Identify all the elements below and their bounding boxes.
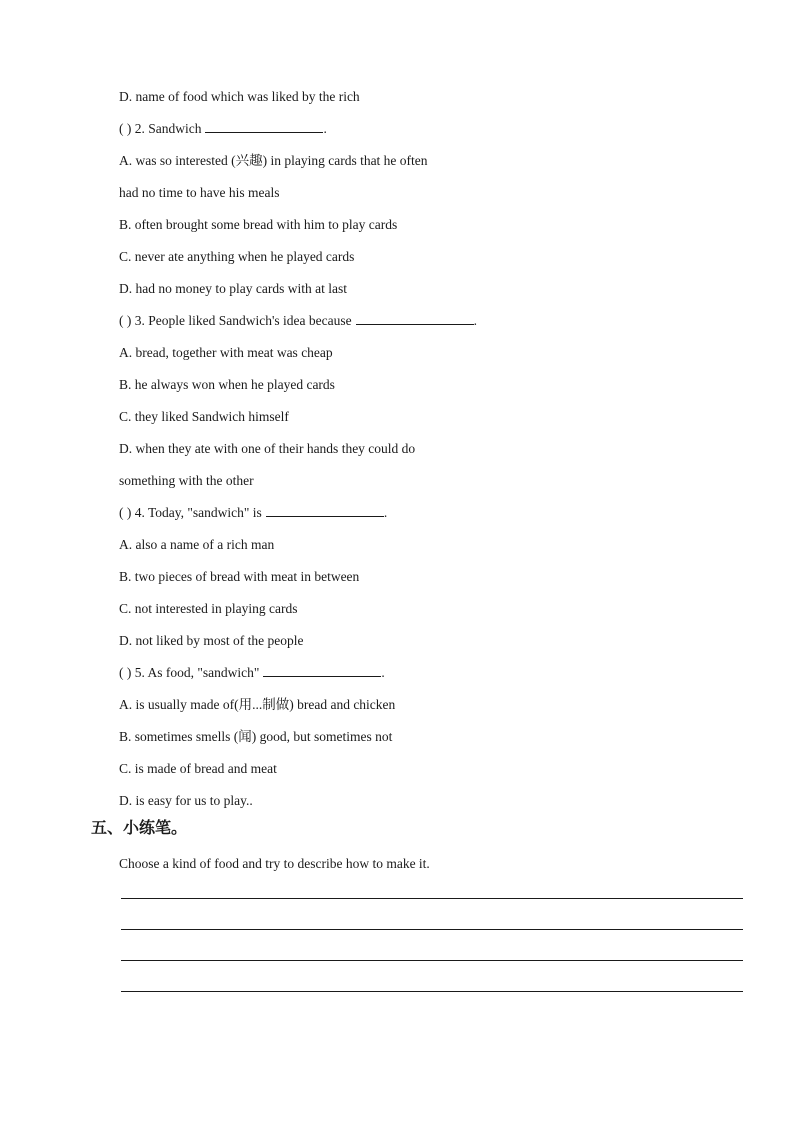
- q3-stem-end: .: [473, 313, 477, 328]
- writing-line[interactable]: [121, 929, 743, 930]
- q2-stem-end: .: [323, 121, 327, 136]
- q5-stem-end: .: [381, 665, 385, 680]
- q2-stem-text: ( ) 2. Sandwich: [119, 121, 202, 136]
- q5-option-b: B. sometimes smells (闻) good, but sometimes not: [119, 729, 393, 744]
- q2-option-a-line2: had no time to have his meals: [119, 185, 280, 200]
- q3-option-d-line2: something with the other: [119, 473, 254, 488]
- q3-answer-blank: [356, 312, 474, 325]
- q2-answer-blank: [205, 120, 323, 133]
- q3-option-a: A. bread, together with meat was cheap: [119, 345, 333, 360]
- q3-option-c: C. they liked Sandwich himself: [119, 409, 289, 424]
- writing-line[interactable]: [121, 991, 743, 992]
- q5-answer-blank: [263, 664, 381, 677]
- q4-option-b: B. two pieces of bread with meat in between: [119, 569, 360, 584]
- q2-stem: [119, 120, 327, 138]
- q3-stem: [119, 312, 477, 330]
- q2-option-b: B. often brought some bread with him to play cards: [119, 217, 398, 232]
- q2-option-c: C. never ate anything when he played cards: [119, 249, 355, 264]
- q3-option-d-line1: D. when they ate with one of their hands they could do: [119, 441, 416, 456]
- q5-option-a: A. is usually made of(用...制做) bread and chicken: [119, 697, 396, 712]
- q5-stem: [119, 664, 385, 682]
- writing-line[interactable]: [121, 960, 743, 961]
- q1-option-d: D. name of food which was liked by the rich: [119, 89, 360, 104]
- q2-option-a-line1: A. was so interested (兴趣) in playing cards that he often: [119, 153, 428, 168]
- q5-option-c: C. is made of bread and meat: [119, 761, 277, 776]
- q4-stem-text: ( ) 4. Today, "sandwich" is: [119, 505, 262, 520]
- q4-option-d: D. not liked by most of the people: [119, 633, 304, 648]
- q4-stem-end: .: [383, 505, 388, 520]
- q2-option-d: D. had no money to play cards with at last: [119, 281, 347, 296]
- q5-option-d: D. is easy for us to play..: [119, 793, 253, 808]
- q5-stem-text: ( ) 5. As food, "sandwich": [119, 665, 260, 680]
- q3-option-b: B. he always won when he played cards: [119, 377, 335, 392]
- writing-line[interactable]: [121, 898, 743, 899]
- q3-stem-text: ( ) 3. People liked Sandwich's idea because: [119, 313, 352, 328]
- q4-option-c: C. not interested in playing cards: [119, 601, 298, 616]
- section-five-title: 五、小练笔。: [91, 818, 188, 837]
- q4-stem: [119, 504, 387, 522]
- q4-answer-blank: [266, 504, 384, 517]
- section-five-instruction: Choose a kind of food and try to describe how to make it.: [119, 856, 430, 871]
- q4-option-a: A. also a name of a rich man: [119, 537, 275, 552]
